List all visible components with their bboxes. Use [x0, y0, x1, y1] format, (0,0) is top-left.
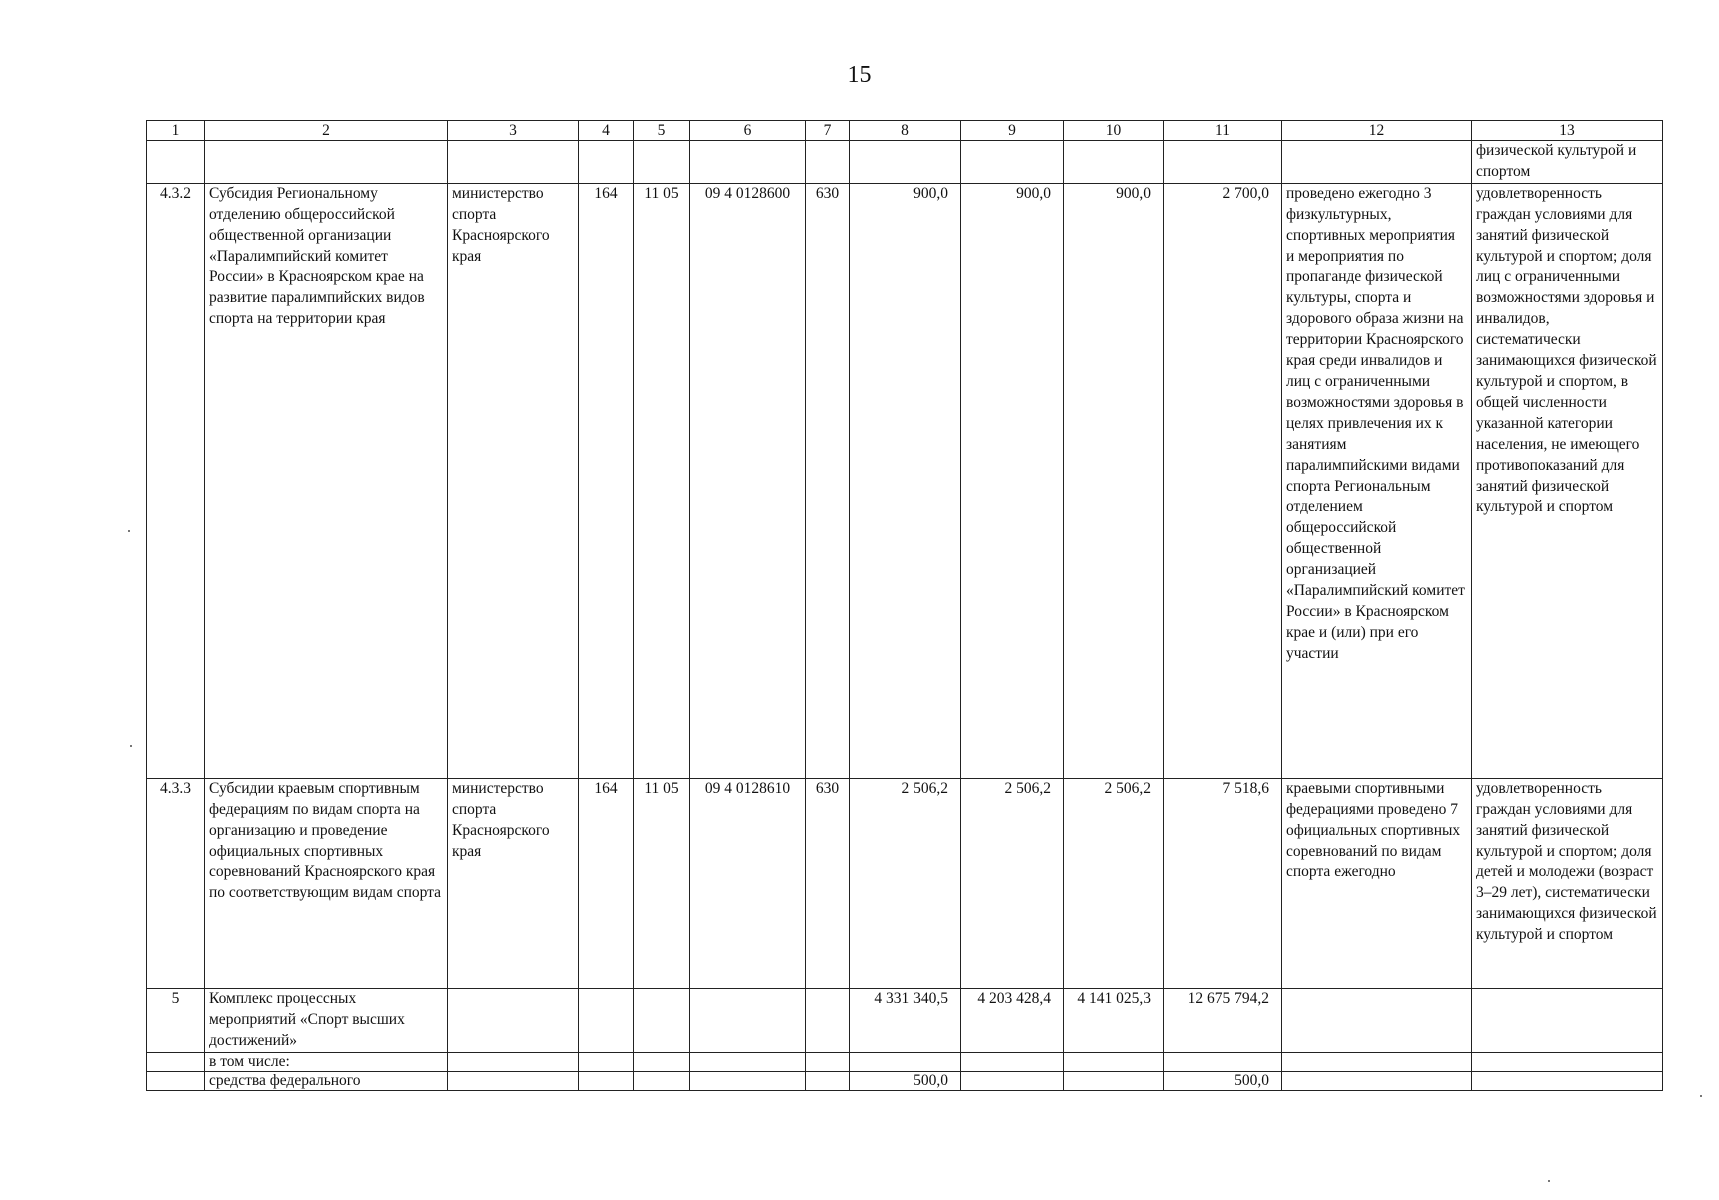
measure-name: в том числе: [205, 1052, 448, 1071]
continuation-row [147, 141, 1663, 184]
amount-year-3: 4 141 025,3 [1064, 988, 1164, 1052]
table-row [147, 1071, 1663, 1090]
indicator-cell: удовлетворенность граждан условиями для занятий физической культурой и спортом; доля детей и молодежи (возраст 3–29 лет), систематически занимающихся физической культурой и спортом [1472, 778, 1663, 988]
table-row [147, 183, 1663, 778]
amount-total: 500,0 [1164, 1071, 1282, 1090]
expected-result: проведено ежегодно 3 физкультурных, спортивных мероприятия и мероприятия по пропаганде физической культуры, спорта и здорового образа жизни на территории Красноярского края среди инвалидов и лиц с ограниченными возможностями здоровья в целях привлечения их к занятиям паралимпийскими видами спорта Региональным отделением общероссийской общественной организацией «Паралимпийский комитет России» в Красноярском крае и (или) при его участии [1282, 183, 1472, 778]
indicator-cell: удовлетворенность граждан условиями для занятий физической культурой и спортом; доля лиц с ограниченными возможностями здоровья и инвалидов, систематически занимающихся физической культурой и спортом, в общей численности указанной категории населения, не имеющего противопоказаний для занятий физической культурой и спортом [1472, 183, 1663, 778]
header-cell: 6 [690, 121, 806, 141]
section-code: 11 05 [634, 778, 690, 988]
scan-speck [128, 530, 130, 532]
grbs-code: 164 [579, 778, 634, 988]
program-table [146, 120, 1663, 1091]
header-cell: 4 [579, 121, 634, 141]
table-row [147, 988, 1663, 1052]
scan-speck [130, 745, 132, 747]
grbs-code: 164 [579, 183, 634, 778]
table-header-row [147, 121, 1663, 141]
target-article-code: 09 4 0128610 [690, 778, 806, 988]
header-cell: 9 [961, 121, 1064, 141]
amount-year-1: 2 506,2 [850, 778, 961, 988]
scan-speck [1700, 1095, 1702, 1097]
header-cell: 2 [205, 121, 448, 141]
amount-year-2: 900,0 [961, 183, 1064, 778]
header-cell: 10 [1064, 121, 1164, 141]
scan-speck [1548, 1180, 1550, 1182]
table-row [147, 778, 1663, 988]
row-number: 5 [147, 988, 205, 1052]
table-row [147, 1052, 1663, 1071]
amount-year-2: 4 203 428,4 [961, 988, 1064, 1052]
responsible-executor: министерство спорта Красноярского края [448, 778, 579, 988]
amount-year-3: 2 506,2 [1064, 778, 1164, 988]
section-code: 11 05 [634, 183, 690, 778]
measure-name: Комплекс процессных мероприятий «Спорт высших достижений» [205, 988, 448, 1052]
expense-type-code: 630 [806, 778, 850, 988]
indicator-cell: физической культурой и спортом [1472, 141, 1663, 184]
header-cell: 8 [850, 121, 961, 141]
row-number: 4.3.2 [147, 183, 205, 778]
page-number: 15 [847, 62, 872, 88]
amount-total: 12 675 794,2 [1164, 988, 1282, 1052]
amount-year-2: 2 506,2 [961, 778, 1064, 988]
amount-year-1: 500,0 [850, 1071, 961, 1090]
target-article-code: 09 4 0128600 [690, 183, 806, 778]
measure-name: средства федерального [205, 1071, 448, 1090]
measure-name: Субсидия Региональному отделению общероссийской общественной организации «Паралимпийский комитет России» в Красноярском крае на развитие паралимпийских видов спорта на территории края [205, 183, 448, 778]
amount-year-1: 4 331 340,5 [850, 988, 961, 1052]
header-cell: 1 [147, 121, 205, 141]
header-cell: 13 [1472, 121, 1663, 141]
header-cell: 12 [1282, 121, 1472, 141]
measure-name: Субсидии краевым спортивным федерациям по видам спорта на организацию и проведение официальных спортивных соревнований Красноярского края по соответствующим видам спорта [205, 778, 448, 988]
expense-type-code: 630 [806, 183, 850, 778]
header-cell: 5 [634, 121, 690, 141]
amount-total: 2 700,0 [1164, 183, 1282, 778]
amount-year-3: 900,0 [1064, 183, 1164, 778]
header-cell: 3 [448, 121, 579, 141]
header-cell: 11 [1164, 121, 1282, 141]
header-cell: 7 [806, 121, 850, 141]
responsible-executor: министерство спорта Красноярского края [448, 183, 579, 778]
amount-total: 7 518,6 [1164, 778, 1282, 988]
expected-result: краевыми спортивными федерациями проведено 7 официальных спортивных соревнований по видам спорта ежегодно [1282, 778, 1472, 988]
amount-year-1: 900,0 [850, 183, 961, 778]
row-number: 4.3.3 [147, 778, 205, 988]
